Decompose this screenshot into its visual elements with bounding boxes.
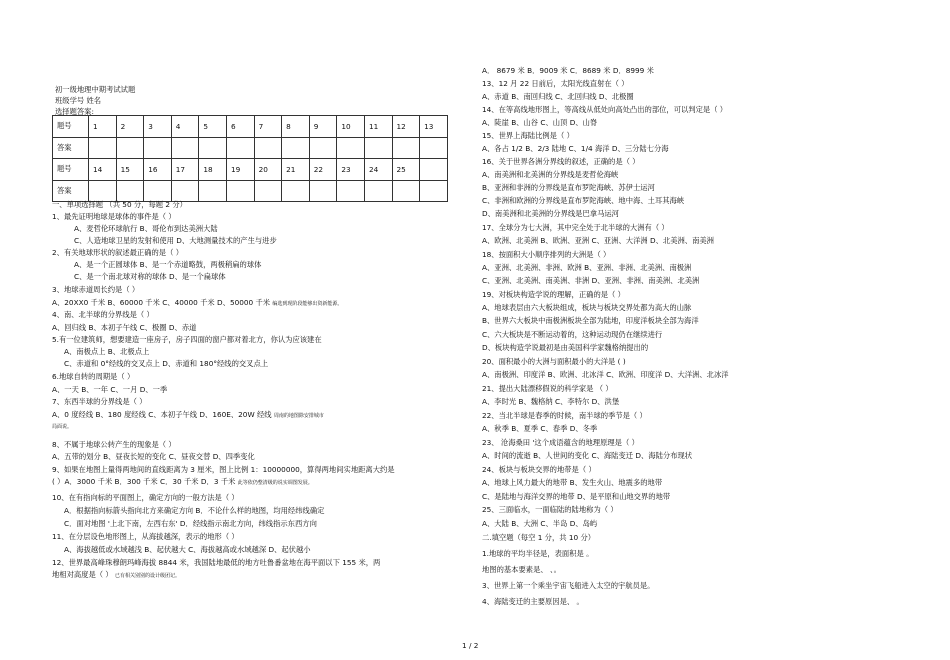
option-line: A、大陆 B、大洲 C、半岛 D、岛屿 bbox=[482, 519, 598, 528]
question-line: 5.有一位建筑师，想要建造一座房子，房子四面的窗户都对着北方，你认为应该建在 bbox=[52, 335, 322, 344]
option-line: A、是一个正圆球体 B、是一个赤道略鼓，两极稍扁的球体 bbox=[74, 260, 262, 269]
answer-cell[interactable] bbox=[364, 180, 392, 202]
question-line: 15、世界上海陆比例是（ ） bbox=[482, 131, 574, 140]
option-line: B、亚洲和非洲的分界线是直布罗陀海峡、苏伊士运河 bbox=[482, 183, 655, 192]
option-line: A、秋季 B、夏季 C、春季 D、冬季 bbox=[482, 424, 598, 433]
fill-blank-line: 地图的基本要素是、 、。 bbox=[482, 565, 561, 574]
answer-cell[interactable] bbox=[144, 180, 172, 202]
option-line: A、五带的划分 B、昼夜长短的变化 C、昼夜交替 D、四季变化 bbox=[52, 452, 255, 461]
margin-note: 已有相关别别的设计级团记。 bbox=[115, 573, 181, 579]
question-line: 23、 沧海桑田 '这个成语蕴含的地理原理是（ ） bbox=[482, 438, 639, 447]
answer-cell[interactable] bbox=[171, 137, 199, 159]
option-line: A、一天 B、一年 C、一月 D、一季 bbox=[52, 385, 168, 394]
margin-note: 此等依仍整清级的说实调图发展。 bbox=[237, 480, 313, 486]
question-line: 18、按面积大小顺序排列的大洲是（ ） bbox=[482, 250, 611, 259]
option-line: A、各占 1/2 B、2/3 陆地 C、1/4 海洋 D、三分陆七分海 bbox=[482, 144, 669, 153]
option-text: A、20XX0 千米 B、60000 千米 C、40000 千米 D、50000 千米 bbox=[52, 298, 271, 307]
answer-cell[interactable] bbox=[226, 180, 254, 202]
question-number: 15 bbox=[116, 159, 144, 181]
option-line: D、板块构造学说最初是由美国科学家魏格纳提出的 bbox=[482, 343, 649, 352]
question-line: 20、面积最小的大洲与面积最小的大洋是 ( ) bbox=[482, 357, 626, 366]
question-number: 11 bbox=[364, 116, 392, 138]
question-number: 10 bbox=[337, 116, 365, 138]
option-line bbox=[52, 410, 324, 421]
question-line: 4、南、北半球的分界线是（ ） bbox=[52, 310, 154, 319]
option-line: A、南极洲、印度洋 B、欧洲、北冰洋 C、欧洲、印度洋 D、大洋洲、北冰洋 bbox=[482, 370, 729, 379]
question-line: 22、当北半球是春季的时候，南半球的季节是（ ） bbox=[482, 411, 647, 420]
option-line: A、李时光 B、魏格纳 C、李特尔 D、洪堡 bbox=[482, 397, 620, 406]
question-line: 19、对板块构造学说的理解，正确的是（ ） bbox=[482, 290, 625, 299]
question-line: 7、东西半球的分界线是（ ） bbox=[52, 397, 147, 406]
question-number: 22 bbox=[309, 159, 337, 181]
answer-cell[interactable] bbox=[171, 180, 199, 202]
question-number: 23 bbox=[337, 159, 365, 181]
answer-cell[interactable] bbox=[89, 137, 117, 159]
answer-cell[interactable] bbox=[392, 180, 420, 202]
question-number: 5 bbox=[199, 116, 227, 138]
answer-cell[interactable] bbox=[199, 180, 227, 202]
option-line bbox=[52, 298, 342, 309]
option-line: C、人造地球卫星的发射和使用 D、大地测量技术的产生与进步 bbox=[74, 236, 277, 245]
answer-cell[interactable] bbox=[392, 137, 420, 159]
section-heading: 一、单项选择题 （共 50 分，每题 2 分） bbox=[52, 200, 187, 209]
page-number: 1 / 2 bbox=[462, 641, 479, 650]
question-number: 20 bbox=[254, 159, 282, 181]
answer-cell[interactable] bbox=[116, 137, 144, 159]
row-label: 题号 bbox=[53, 159, 89, 181]
question-number: 4 bbox=[171, 116, 199, 138]
question-number: 9 bbox=[309, 116, 337, 138]
answer-cell[interactable] bbox=[337, 137, 365, 159]
question-line: 25、三面临水，一面临陆的陆地称为（ ） bbox=[482, 505, 618, 514]
table-row bbox=[53, 137, 448, 159]
answer-cell[interactable] bbox=[420, 137, 448, 159]
answer-cell[interactable] bbox=[254, 180, 282, 202]
option-line: A、海拔越低或水域越浅 B、起伏越大 C、海拔越高或水域越深 D、起伏越小 bbox=[64, 545, 311, 554]
exam-title: 初一级地理中期考试试题 bbox=[55, 85, 136, 94]
question-number: 21 bbox=[282, 159, 310, 181]
option-line: C．面对地图 '上北下南，左西右东' D．经线指示南北方向，纬线指示东西方向 bbox=[64, 519, 317, 528]
question-number: 13 bbox=[420, 116, 448, 138]
option-line: A、南极点上 B、北极点上 bbox=[64, 347, 150, 356]
class-name-line: 班级学号 姓名 bbox=[55, 96, 102, 105]
question-line: 9、如果在地图上量得两地间的直线距离为 3 厘米，图上比例 1：10000000，算得两地间实地距离大约是 bbox=[52, 465, 395, 474]
answer-cell[interactable] bbox=[309, 137, 337, 159]
question-number bbox=[420, 159, 448, 181]
option-line: A、地球表层由六大板块组成，板块与板块交界处都为高大的山脉 bbox=[482, 303, 692, 312]
question-line: 2、有关地球形状的叙述最正确的是（ ） bbox=[52, 248, 184, 257]
question-number: 18 bbox=[199, 159, 227, 181]
question-line: 8、不属于地球公转产生的现象是（ ） bbox=[52, 440, 176, 449]
question-number: 7 bbox=[254, 116, 282, 138]
option-line: C、六大板块是不断运动着的，这种运动现仍在继续进行 bbox=[482, 330, 663, 339]
answer-cell[interactable] bbox=[254, 137, 282, 159]
answer-cell[interactable] bbox=[364, 137, 392, 159]
option-line: A、陡崖 B、山谷 C、山顶 D、山脊 bbox=[482, 118, 598, 127]
option-line: B、世界六大板块中南极洲板块全部为陆地，印度洋板块全部为海洋 bbox=[482, 316, 699, 325]
option-text: ( ）A．3000 千米 B．300 千米 C．30 千米 D．3 千米 bbox=[52, 477, 236, 486]
question-line: 10、在有指向标的平面图上，确定方向的一般方法是（ ） bbox=[52, 493, 239, 502]
answer-cell[interactable] bbox=[337, 180, 365, 202]
option-line: A、回归线 B、本初子午线 C、极圈 D、赤道 bbox=[52, 323, 197, 332]
answer-label: 选择题答案: bbox=[55, 107, 94, 116]
question-text: 地相对高度是（ ） bbox=[52, 570, 113, 579]
question-number: 12 bbox=[392, 116, 420, 138]
answer-table bbox=[52, 115, 448, 202]
option-line: A、亚洲、北美洲、非洲、欧洲 B、亚洲、非洲、北美洲、南极洲 bbox=[482, 263, 692, 272]
question-number: 19 bbox=[226, 159, 254, 181]
option-line: C、赤道和 0°经线的交叉点上 D、赤道和 180°经线的交叉点上 bbox=[64, 359, 269, 368]
option-line: A、麦哲伦环球航行 B、哥伦布到达美洲大陆 bbox=[74, 224, 218, 233]
option-text: A、0 度经线 B、180 度经线 C、本初子午线 D、160E、20W 经线 bbox=[52, 410, 272, 419]
question-line: 24、板块与板块交界的地带是（ ） bbox=[482, 465, 596, 474]
table-row bbox=[53, 159, 448, 181]
table-row bbox=[53, 180, 448, 202]
question-line: 17、全球分为七大洲，其中完全处于北半球的大洲有（ ） bbox=[482, 223, 669, 232]
option-line bbox=[52, 477, 313, 488]
question-number: 17 bbox=[171, 159, 199, 181]
option-line: A、赤道 B、南回归线 C、北回归线 D、北极圈 bbox=[482, 92, 634, 101]
question-number: 14 bbox=[89, 159, 117, 181]
question-number: 25 bbox=[392, 159, 420, 181]
option-line: A、时间的流逝 B、人世间的变化 C、海陆变迁 D、海陆分布现状 bbox=[482, 451, 693, 460]
answer-cell[interactable] bbox=[309, 180, 337, 202]
question-line: 11、在分层设色地形图上，从海拔越深，表示的地形（ ） bbox=[52, 532, 239, 541]
margin-note: 周南的地图除安排城市 bbox=[273, 413, 324, 419]
option-line: C、非洲和欧洲的分界线是直布罗陀海峡、地中海、土耳其海峡 bbox=[482, 196, 685, 205]
answer-cell[interactable] bbox=[420, 180, 448, 202]
option-line: A、南美洲和北美洲的分界线是麦哲伦海峡 bbox=[482, 170, 619, 179]
option-line: D、南美洲和北美洲的分界线是巴拿马运河 bbox=[482, 209, 619, 218]
answer-cell[interactable] bbox=[89, 180, 117, 202]
section-heading: 二.填空题（每空 1 分，共 10 分） bbox=[482, 533, 596, 542]
question-line: 21、提出大陆漂移假说的科学家是 （ ） bbox=[482, 384, 613, 393]
fill-blank-line: 3、世界上第一个乘坐宇宙飞船进入太空的宇航员是。 bbox=[482, 581, 655, 590]
question-line: 3、地球赤道周长约是（ ） bbox=[52, 285, 140, 294]
question-line: 14、在等高线地形图上，等高线从低处向高处凸出的部位，可以判定是（ ） bbox=[482, 105, 728, 114]
option-line: A．根据指向标箭头指向北方来确定方向 B．不论什么样的地图，均用经纬线确定 bbox=[64, 506, 325, 515]
question-line: 16、关于世界各洲分界线的叙述，正确的是（ ） bbox=[482, 157, 640, 166]
option-line: C、是陆地与海洋交界的地带 D、是平原和山地交界的地带 bbox=[482, 492, 671, 501]
row-label: 答案 bbox=[53, 137, 89, 159]
table-row bbox=[53, 116, 448, 138]
question-line bbox=[52, 570, 180, 581]
option-line: C、是一个南北球对称的球体 D、是一个扁球体 bbox=[74, 272, 226, 281]
answer-cell[interactable] bbox=[282, 180, 310, 202]
question-number: 6 bbox=[226, 116, 254, 138]
fill-blank-line: 4、海陆变迁的主要原因是、 。 bbox=[482, 597, 584, 606]
question-number: 8 bbox=[282, 116, 310, 138]
answer-cell[interactable] bbox=[199, 137, 227, 159]
question-line: 13、12 月 22 日前后，太阳光线直射在（ ） bbox=[482, 79, 629, 88]
question-number: 3 bbox=[144, 116, 172, 138]
question-line: 12、世界最高峰珠穆朗玛峰海拔 8844 米，我国陆地最低的地方吐鲁番盆地在海平面以下 155 米，两 bbox=[52, 558, 381, 567]
row-label: 题号 bbox=[53, 116, 89, 138]
option-line: A． 8679 米 B．9009 米 C．8689 米 D．8999 米 bbox=[482, 66, 654, 75]
question-line: 6.地球自转的周期是（ ） bbox=[52, 372, 135, 381]
margin-note: 编选到现阶段能够出资新能源。 bbox=[272, 301, 343, 307]
question-number: 16 bbox=[144, 159, 172, 181]
answer-cell[interactable] bbox=[144, 137, 172, 159]
question-line: 1、最先证明地球是球体的事件是（ ） bbox=[52, 212, 176, 221]
answer-cell[interactable] bbox=[282, 137, 310, 159]
margin-note: 局面说。 bbox=[52, 424, 73, 430]
question-number: 1 bbox=[89, 116, 117, 138]
question-number: 24 bbox=[364, 159, 392, 181]
question-number: 2 bbox=[116, 116, 144, 138]
fill-blank-line: 1.地球的平均半径是，表面积是 。 bbox=[482, 549, 594, 558]
option-line: C、亚洲、北美洲、南美洲、非洲 D、亚洲、非洲、南美洲、北美洲 bbox=[482, 276, 700, 285]
option-line: A、地球上风力最大的地带 B、发生火山、地震多的地带 bbox=[482, 478, 663, 487]
option-line: A、欧洲、北美洲 B、欧洲、亚洲 C、亚洲、大洋洲 D、北美洲、南美洲 bbox=[482, 236, 714, 245]
answer-cell[interactable] bbox=[226, 137, 254, 159]
answer-cell[interactable] bbox=[116, 180, 144, 202]
row-label: 答案 bbox=[53, 180, 89, 202]
